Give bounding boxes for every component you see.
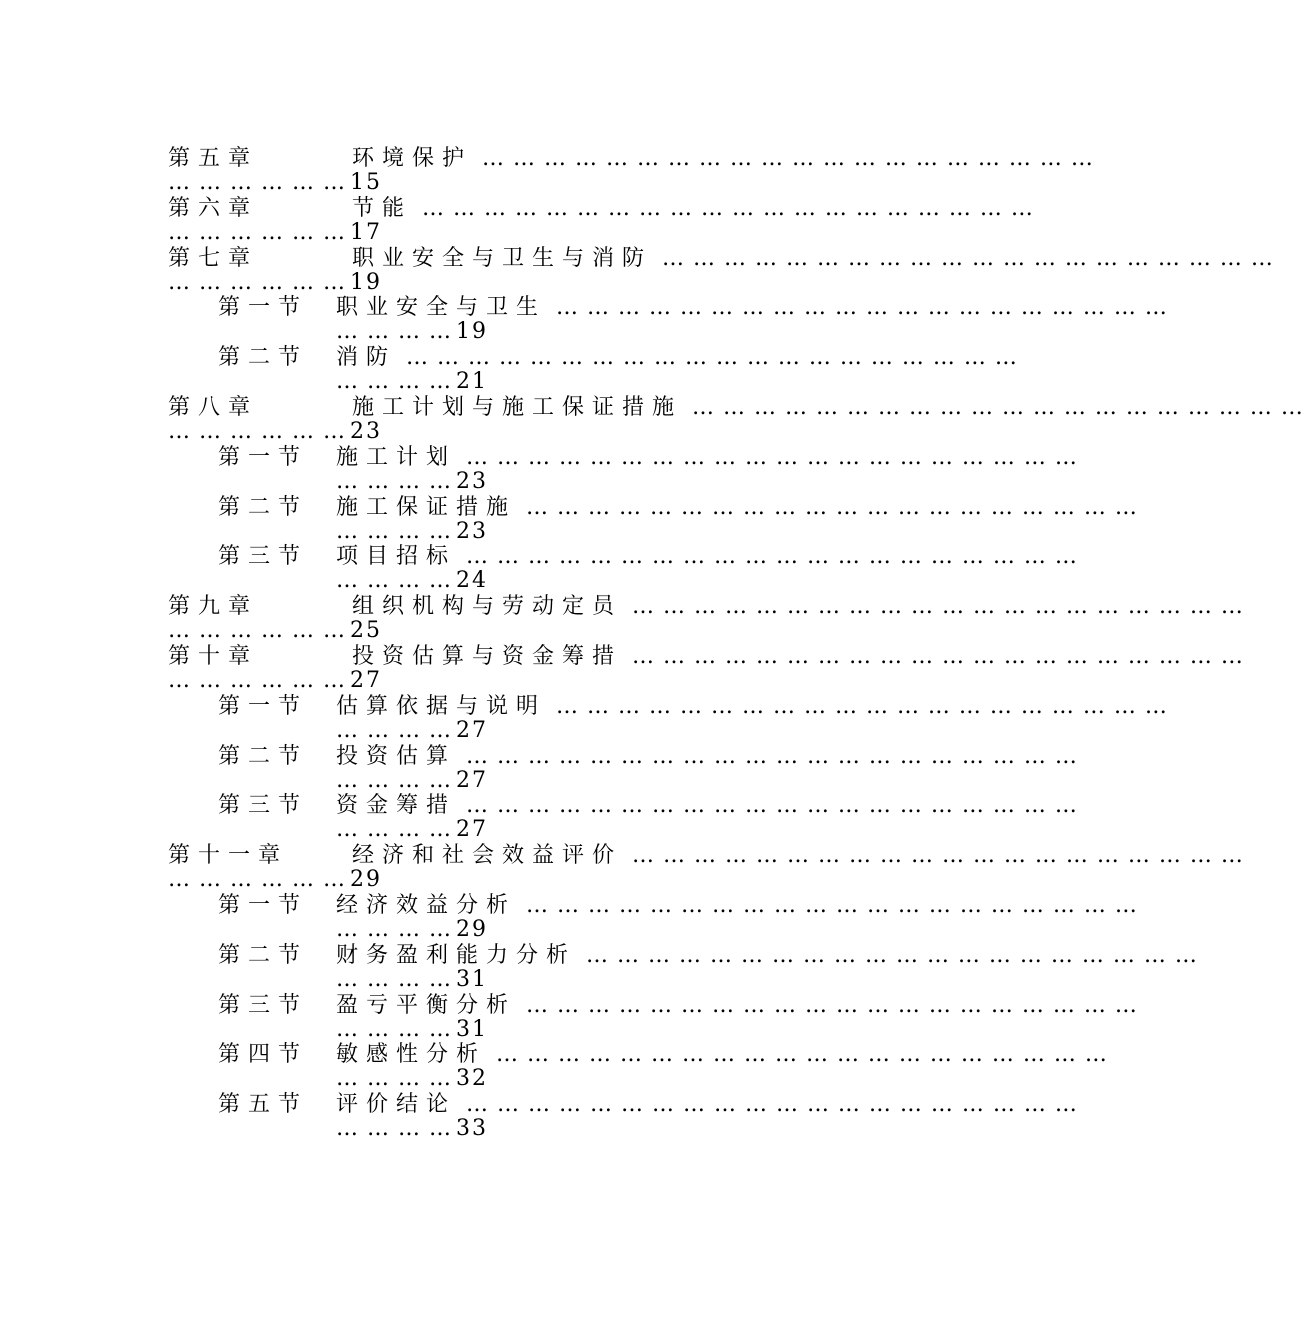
page-number: 33: [455, 1116, 488, 1142]
page-number: 17: [349, 219, 382, 245]
chapter-title: 节能: [352, 195, 413, 221]
page-number: 24: [455, 568, 488, 594]
toc-section-entry: [0, 544, 1078, 595]
page-number: 29: [455, 917, 488, 942]
toc-section-entry: [0, 992, 1138, 1044]
section-title: 敏感性分析: [336, 1042, 487, 1068]
dot-leader: … … … … … … … … … … … … … … … … … … … …: [526, 893, 1138, 918]
section-label: 第一节: [218, 693, 309, 719]
toc-section-entry: [0, 942, 1198, 994]
continuation-dots: … … … …: [336, 817, 452, 843]
section-title: 项目招标: [336, 544, 457, 570]
page-number: 27: [455, 767, 488, 793]
section-title: 估算依据与说明: [336, 693, 547, 719]
continuation-dots: … … … … … …: [168, 419, 346, 444]
toc-chapter-entry: [0, 245, 1274, 297]
toc-chapter-entry: [0, 146, 1094, 197]
leader-continuation: [336, 1067, 488, 1091]
section-label: 第二节: [218, 494, 309, 520]
dot-leader: … … … … … … … … … … … … … … … … … … … …: [632, 843, 1244, 869]
continuation-dots: … … … …: [336, 1016, 452, 1042]
continuation-dots: … … … … … …: [168, 668, 346, 693]
chapter-label: 第九章: [168, 594, 259, 620]
dot-leader: … … … … … … … … … … … … … … … … … … … …: [526, 992, 1138, 1018]
toc-section-entry: [0, 494, 1138, 546]
continuation-dots: … … … …: [336, 717, 452, 743]
leader-continuation: [336, 918, 488, 942]
continuation-dots: … … … … … …: [168, 867, 346, 893]
dot-leader: … … … … … … … … … … … … … … … … … … … …: [556, 693, 1168, 719]
leader-continuation: [168, 171, 382, 195]
page-number: 19: [455, 319, 488, 345]
dot-leader: … … … … … … … … … … … … … … … … … … … …: [466, 544, 1078, 570]
continuation-dots: … … … …: [336, 1066, 452, 1092]
page-number: 19: [349, 269, 382, 295]
dot-leader: … … … … … … … … … … … … … … … … … … … …: [406, 345, 1018, 371]
leader-continuation: [168, 669, 382, 693]
leader-continuation: [336, 818, 488, 842]
continuation-dots: … … … … … …: [168, 618, 346, 644]
toc-section-entry: [0, 1092, 1078, 1143]
leader-continuation: [336, 520, 488, 544]
chapter-label: 第五章: [168, 146, 259, 171]
toc-section-entry: [0, 345, 1018, 396]
dot-leader: … … … … … … … … … … … … … … … … … … … …: [526, 494, 1138, 520]
chapter-title: 职业安全与卫生与消防: [352, 245, 653, 271]
page-number: 29: [349, 867, 382, 893]
section-title: 职业安全与卫生: [336, 295, 547, 321]
dot-leader: … … … … … … … … … … … … … … … … … … … …: [556, 295, 1168, 321]
section-title: 资金筹措: [336, 793, 457, 819]
dot-leader: … … … … … … … … … … … … … … … … … … … …: [632, 594, 1244, 620]
toc-section-entry: [0, 743, 1078, 795]
page-number: 23: [455, 468, 488, 494]
page-number: 23: [455, 518, 488, 544]
toc-section-entry: [0, 893, 1138, 944]
leader-continuation: [336, 569, 488, 593]
toc-chapter-entry: [0, 395, 1304, 446]
continuation-dots: … … … … … …: [168, 170, 346, 195]
leader-continuation: [168, 420, 382, 444]
chapter-label: 第十章: [168, 644, 259, 669]
toc-section-entry: [0, 295, 1168, 346]
continuation-dots: … … … …: [336, 966, 452, 992]
chapter-title: 投资估算与资金筹措: [352, 644, 623, 669]
section-label: 第二节: [218, 942, 309, 968]
dot-leader: … … … … … … … … … … … … … … … … … … … …: [466, 743, 1078, 769]
section-label: 第一节: [218, 893, 309, 918]
page-number: 15: [349, 170, 382, 195]
section-label: 第三节: [218, 793, 309, 819]
dot-leader: … … … … … … … … … … … … … … … … … … … …: [466, 444, 1078, 470]
section-title: 盈亏平衡分析: [336, 992, 517, 1018]
chapter-title: 经济和社会效益评价: [352, 843, 623, 869]
leader-continuation: [336, 1117, 488, 1141]
page-number: 27: [349, 668, 382, 693]
leader-continuation: [168, 868, 382, 892]
section-label: 第三节: [218, 992, 309, 1018]
chapter-title: 环境保护: [352, 146, 473, 171]
dot-leader: … … … … … … … … … … … … … … … … … … … …: [496, 1042, 1108, 1068]
page-number: 27: [455, 817, 488, 843]
leader-continuation: [168, 271, 382, 295]
leader-continuation: [336, 968, 488, 992]
section-title: 经济效益分析: [336, 893, 517, 918]
section-label: 第一节: [218, 444, 309, 470]
section-label: 第五节: [218, 1092, 309, 1118]
chapter-label: 第十一章: [168, 843, 289, 869]
toc-section-entry: [0, 793, 1078, 844]
leader-continuation: [336, 1018, 488, 1042]
section-label: 第二节: [218, 345, 309, 371]
section-label: 第四节: [218, 1042, 309, 1068]
dot-leader: … … … … … … … … … … … … … … … … … … … …: [466, 1092, 1078, 1118]
continuation-dots: … … … …: [336, 518, 452, 544]
dot-leader: … … … … … … … … … … … … … … … … … … … …: [632, 644, 1244, 669]
section-title: 消防: [336, 345, 397, 371]
section-title: 评价结论: [336, 1092, 457, 1118]
page-number: 27: [455, 717, 488, 743]
section-title: 施工计划: [336, 444, 457, 470]
page-number: 21: [455, 369, 488, 395]
toc-chapter-entry: [0, 195, 1034, 247]
page-number: 25: [349, 618, 382, 644]
dot-leader: … … … … … … … … … … … … … … … … … … … …: [482, 146, 1094, 171]
page-number: 31: [455, 966, 488, 992]
leader-continuation: [336, 320, 488, 344]
section-title: 施工保证措施: [336, 494, 517, 520]
page-number: 23: [349, 419, 382, 444]
page-number: 32: [455, 1066, 488, 1092]
leader-continuation: [168, 221, 382, 245]
toc-chapter-entry: [0, 843, 1244, 894]
leader-continuation: [336, 719, 488, 743]
toc-section-entry: [0, 1042, 1108, 1093]
continuation-dots: … … … …: [336, 468, 452, 494]
section-title: 投资估算: [336, 743, 457, 769]
continuation-dots: … … … … … …: [168, 219, 346, 245]
continuation-dots: … … … …: [336, 767, 452, 793]
leader-continuation: [168, 619, 382, 643]
dot-leader: … … … … … … … … … … … … … … … … … … … …: [692, 395, 1304, 420]
chapter-label: 第七章: [168, 245, 259, 271]
toc-section-entry: [0, 693, 1168, 745]
continuation-dots: … … … …: [336, 568, 452, 594]
continuation-dots: … … … …: [336, 319, 452, 345]
chapter-label: 第八章: [168, 395, 259, 420]
continuation-dots: … … … …: [336, 917, 452, 942]
dot-leader: … … … … … … … … … … … … … … … … … … … …: [422, 195, 1034, 221]
section-title: 财务盈利能力分析: [336, 942, 577, 968]
continuation-dots: … … … … … …: [168, 269, 346, 295]
continuation-dots: … … … …: [336, 1116, 452, 1142]
leader-continuation: [336, 370, 488, 394]
leader-continuation: [336, 470, 488, 494]
section-label: 第二节: [218, 743, 309, 769]
page-number: 31: [455, 1016, 488, 1042]
chapter-title: 施工计划与施工保证措施: [352, 395, 683, 420]
toc-chapter-entry: [0, 644, 1244, 695]
continuation-dots: … … … …: [336, 369, 452, 395]
section-label: 第三节: [218, 544, 309, 570]
dot-leader: … … … … … … … … … … … … … … … … … … … …: [466, 793, 1078, 819]
leader-continuation: [336, 769, 488, 793]
section-label: 第一节: [218, 295, 309, 321]
dot-leader: … … … … … … … … … … … … … … … … … … … …: [586, 942, 1198, 968]
toc-section-entry: [0, 444, 1078, 496]
toc-chapter-entry: [0, 594, 1244, 645]
chapter-title: 组织机构与劳动定员: [352, 594, 623, 620]
dot-leader: … … … … … … … … … … … … … … … … … … … …: [662, 245, 1274, 271]
chapter-label: 第六章: [168, 195, 259, 221]
